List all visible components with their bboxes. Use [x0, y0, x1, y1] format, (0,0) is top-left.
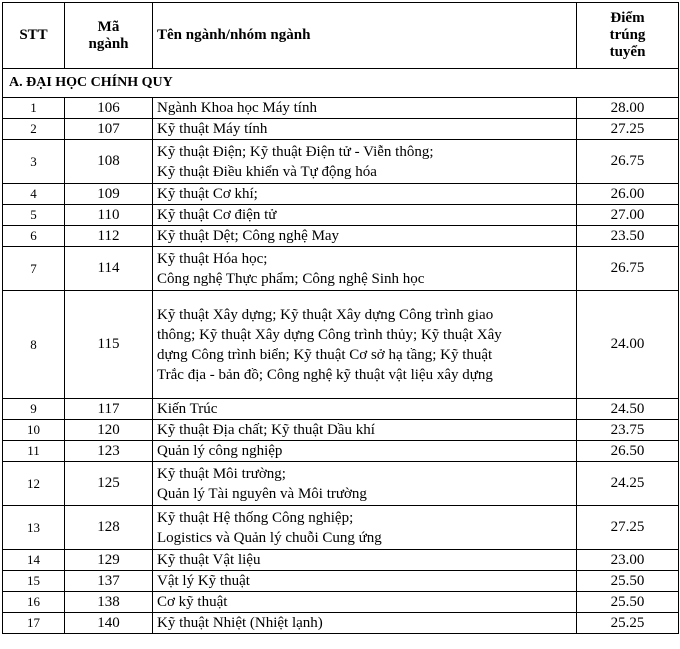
table-row: [3, 571, 679, 592]
admission-score-table: [2, 2, 679, 634]
ten-nganh-line: Ngành Khoa học Máy tính: [157, 100, 317, 116]
ten-nganh-line: Quản lý công nghiệp: [157, 443, 283, 459]
ten-nganh-cell: [153, 506, 577, 550]
ma-nganh-cell: 106: [65, 98, 153, 119]
diem-cell: 23.50: [577, 226, 679, 247]
diem-cell: 27.25: [577, 506, 679, 550]
ten-nganh-line: Kỹ thuật Xây dựng; Kỹ thuật Xây dựng Công trình giao: [157, 306, 494, 323]
ten-nganh-cell: [153, 226, 577, 247]
table-row: [3, 140, 679, 184]
ma-nganh-cell: 109: [65, 184, 153, 205]
stt-cell: 11: [3, 441, 65, 462]
stt-cell: 3: [3, 140, 65, 184]
ten-nganh-cell: [153, 140, 577, 184]
ten-nganh-line: Logistics và Quản lý chuỗi Cung ứng: [157, 529, 382, 546]
ten-nganh-line: Trắc địa - bản đồ; Công nghệ kỹ thuật vật liệu xây dựng: [157, 366, 493, 383]
ten-nganh-line: Quản lý Tài nguyên và Môi trường: [157, 485, 367, 502]
ten-nganh-cell: [153, 399, 577, 420]
ten-nganh-cell: [153, 441, 577, 462]
diem-cell: 26.75: [577, 140, 679, 184]
ma-nganh-cell: 137: [65, 571, 153, 592]
diem-cell: 23.00: [577, 550, 679, 571]
ten-nganh-line: Kỹ thuật Vật liệu: [157, 552, 261, 568]
stt-cell: 8: [3, 291, 65, 399]
stt-cell: 5: [3, 205, 65, 226]
stt-cell: 9: [3, 399, 65, 420]
ten-nganh-cell: [153, 184, 577, 205]
table-header-row: [3, 3, 679, 69]
ten-nganh-line: Công nghệ Thực phẩm; Công nghệ Sinh học: [157, 270, 425, 287]
table-row: [3, 205, 679, 226]
ten-nganh-line: Kỹ thuật Địa chất; Kỹ thuật Dầu khí: [157, 422, 375, 438]
diem-cell: 27.00: [577, 205, 679, 226]
header-stt: STT: [3, 3, 65, 69]
header-ten-nganh: Tên ngành/nhóm ngành: [153, 3, 577, 69]
stt-cell: 10: [3, 420, 65, 441]
ten-nganh-line: dựng Công trình biển; Kỹ thuật Cơ sở hạ tầng; Kỹ thuật: [157, 346, 493, 363]
diem-cell: 25.50: [577, 571, 679, 592]
stt-cell: 12: [3, 462, 65, 506]
ten-nganh-line: Kỹ thuật Cơ khí;: [157, 186, 258, 202]
ma-nganh-cell: 107: [65, 119, 153, 140]
ma-nganh-cell: 129: [65, 550, 153, 571]
table-row: [3, 247, 679, 291]
ten-nganh-cell: [153, 613, 577, 634]
ten-nganh-line: Kỹ thuật Máy tính: [157, 121, 268, 137]
ten-nganh-cell: [153, 119, 577, 140]
table-row: [3, 184, 679, 205]
diem-cell: 26.75: [577, 247, 679, 291]
ten-nganh-cell: [153, 571, 577, 592]
header-ma-nganh: [65, 3, 153, 69]
stt-cell: 1: [3, 98, 65, 119]
table-row: [3, 98, 679, 119]
table-row: [3, 462, 679, 506]
diem-cell: 26.50: [577, 441, 679, 462]
ten-nganh-line: Kiến Trúc: [157, 401, 218, 417]
stt-cell: 17: [3, 613, 65, 634]
table-row: [3, 592, 679, 613]
ten-nganh-line: Kỹ thuật Điện; Kỹ thuật Điện tử - Viễn thông;: [157, 143, 434, 160]
diem-cell: 24.25: [577, 462, 679, 506]
ten-nganh-line: Vật lý Kỹ thuật: [157, 573, 250, 589]
stt-cell: 4: [3, 184, 65, 205]
stt-cell: 15: [3, 571, 65, 592]
diem-cell: 24.50: [577, 399, 679, 420]
table-row: [3, 506, 679, 550]
header-ma-nganh-line: Mã: [97, 18, 120, 35]
ten-nganh-line: Kỹ thuật Điều khiển và Tự động hóa: [157, 163, 377, 180]
ten-nganh-cell: [153, 205, 577, 226]
table-row: [3, 420, 679, 441]
ten-nganh-line: Kỹ thuật Môi trường;: [157, 465, 286, 482]
table-row: [3, 226, 679, 247]
table-row: [3, 291, 679, 399]
diem-cell: 24.00: [577, 291, 679, 399]
ten-nganh-cell: [153, 291, 577, 399]
stt-cell: 16: [3, 592, 65, 613]
ten-nganh-cell: [153, 247, 577, 291]
ma-nganh-cell: 114: [65, 247, 153, 291]
diem-cell: 27.25: [577, 119, 679, 140]
header-diem-line: tuyển: [609, 44, 646, 60]
ma-nganh-cell: 123: [65, 441, 153, 462]
table-row: [3, 613, 679, 634]
ma-nganh-cell: 125: [65, 462, 153, 506]
ten-nganh-cell: [153, 592, 577, 613]
header-diem: [577, 3, 679, 69]
ten-nganh-line: thông; Kỹ thuật Xây dựng Công trình thủy; Kỹ thuật Xây: [157, 326, 502, 343]
ma-nganh-cell: 140: [65, 613, 153, 634]
diem-cell: 25.50: [577, 592, 679, 613]
ma-nganh-cell: 120: [65, 420, 153, 441]
stt-cell: 14: [3, 550, 65, 571]
ten-nganh-line: Kỹ thuật Cơ điện tử: [157, 207, 277, 223]
ten-nganh-cell: [153, 98, 577, 119]
ma-nganh-cell: 112: [65, 226, 153, 247]
header-ma-nganh-line: ngành: [88, 35, 129, 52]
ten-nganh-cell: [153, 550, 577, 571]
ma-nganh-cell: 138: [65, 592, 153, 613]
diem-cell: 26.00: [577, 184, 679, 205]
ma-nganh-cell: 115: [65, 291, 153, 399]
ten-nganh-line: Kỹ thuật Nhiệt (Nhiệt lạnh): [157, 615, 323, 631]
header-diem-line: Điểm: [610, 10, 645, 26]
ma-nganh-cell: 117: [65, 399, 153, 420]
ten-nganh-line: Cơ kỹ thuật: [157, 594, 228, 610]
diem-cell: 25.25: [577, 613, 679, 634]
ten-nganh-line: Kỹ thuật Dệt; Công nghệ May: [157, 228, 340, 244]
table-row: [3, 550, 679, 571]
ma-nganh-cell: 110: [65, 205, 153, 226]
stt-cell: 2: [3, 119, 65, 140]
table-row: [3, 441, 679, 462]
section-row: [3, 69, 679, 98]
ma-nganh-cell: 108: [65, 140, 153, 184]
stt-cell: 7: [3, 247, 65, 291]
header-diem-line: trúng: [609, 27, 646, 43]
stt-cell: 13: [3, 506, 65, 550]
ma-nganh-cell: 128: [65, 506, 153, 550]
table-row: [3, 119, 679, 140]
ten-nganh-line: Kỹ thuật Hệ thống Công nghiệp;: [157, 509, 354, 526]
ten-nganh-line: Kỹ thuật Hóa học;: [157, 250, 268, 267]
stt-cell: 6: [3, 226, 65, 247]
ten-nganh-cell: [153, 420, 577, 441]
diem-cell: 23.75: [577, 420, 679, 441]
diem-cell: 28.00: [577, 98, 679, 119]
table-row: [3, 399, 679, 420]
section-title: A. ĐẠI HỌC CHÍNH QUY: [3, 69, 679, 98]
ten-nganh-cell: [153, 462, 577, 506]
